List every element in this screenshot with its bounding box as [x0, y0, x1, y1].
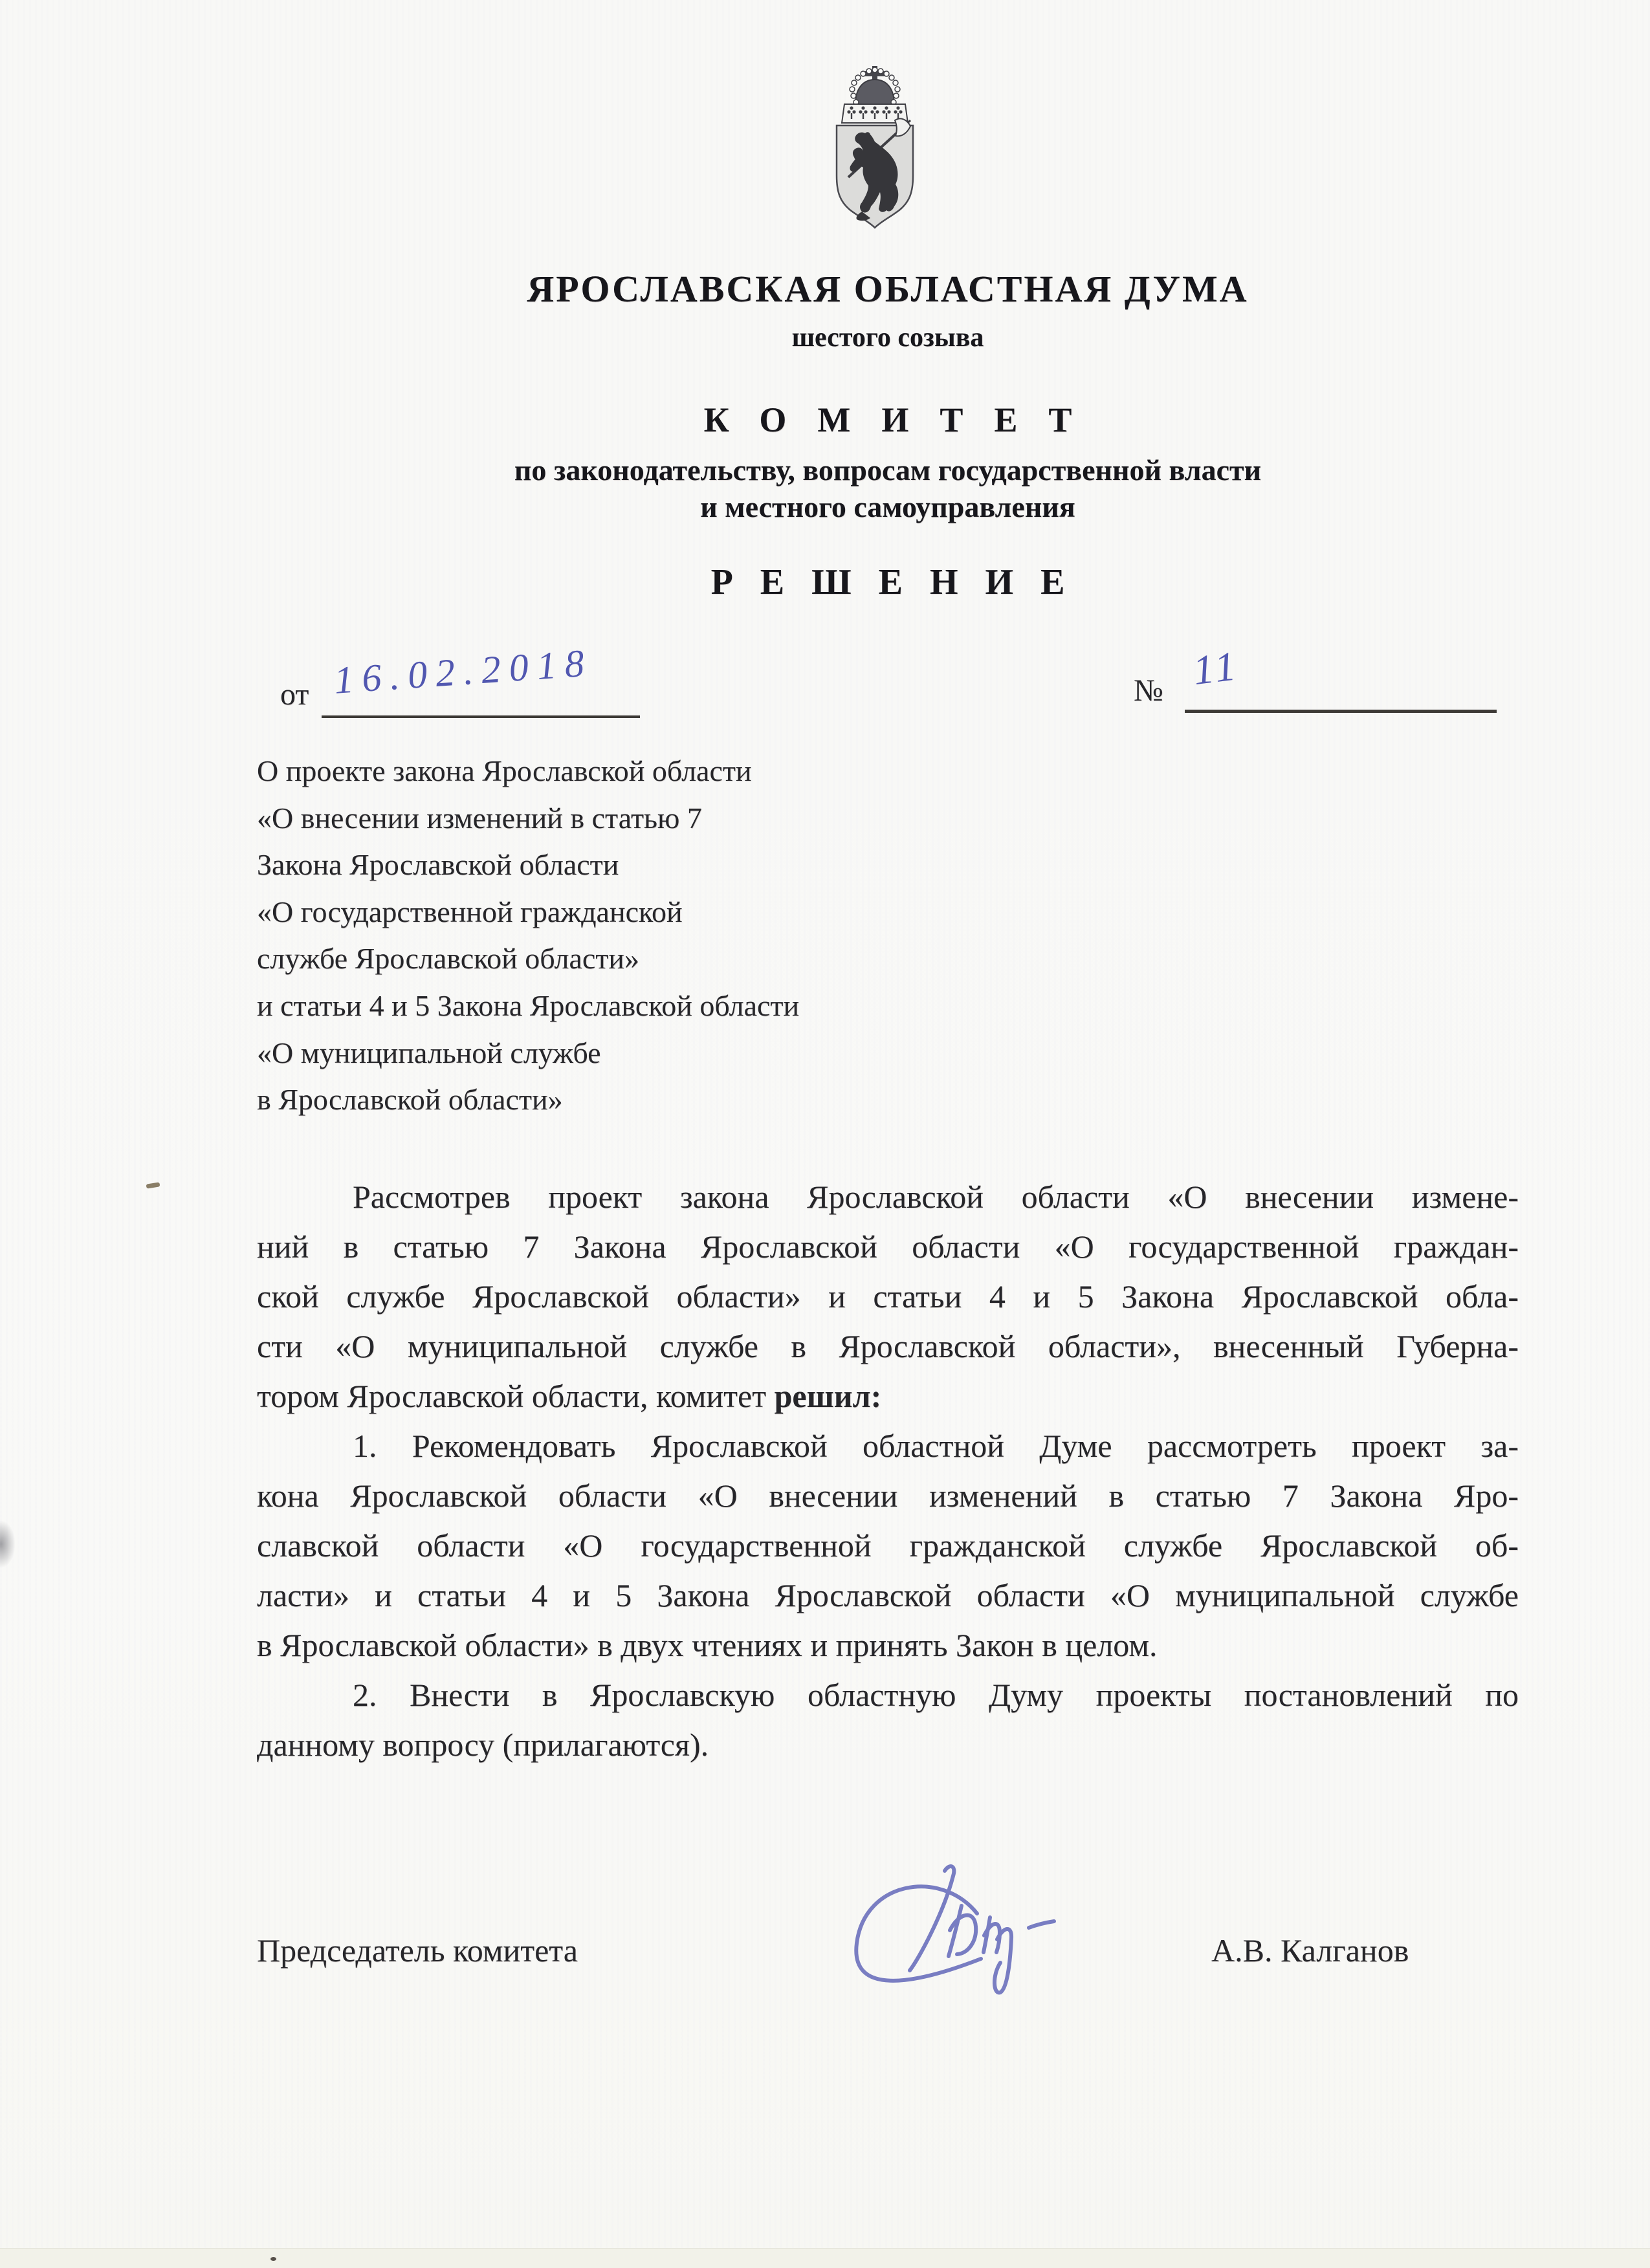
body-line — [257, 1371, 1519, 1421]
crown-dome — [855, 80, 894, 105]
body-line: сти «О муниципальной службе в Ярославской области», внесенный Губерна- — [257, 1328, 1519, 1364]
committee-title: КОМИТЕТ — [703, 400, 1103, 439]
scan-speck-artifact — [270, 2257, 276, 2261]
document-type-title: РЕШЕНИЕ — [710, 562, 1092, 602]
convocation-subtitle: шестого созыва — [791, 323, 984, 353]
paragraph-item-2 — [257, 1670, 1519, 1770]
subject-line: службе Ярославской области» — [257, 942, 640, 976]
body-line: ласти» и статьи 4 и 5 Закона Ярославской области «О муниципальной службе — [257, 1577, 1519, 1613]
subject-line: «О государственной гражданской — [257, 895, 683, 928]
document-subject — [257, 748, 1033, 1124]
subject-line: Закона Ярославской области — [257, 848, 619, 882]
body-line: Рассмотрев проект закона Ярославской области «О внесении измене- — [353, 1179, 1519, 1215]
body-line: славской области «О государственной гражданской службе Ярославской об- — [257, 1527, 1519, 1564]
signer-position-title: Председатель комитета — [257, 1932, 578, 1968]
paragraph-item-1 — [257, 1421, 1519, 1670]
committee-description-line1: по законодательству, вопросам государственной власти — [514, 453, 1262, 486]
resolved-word: решил: — [774, 1378, 882, 1414]
pen-dash-artifact — [146, 1182, 160, 1188]
scan-smudge-artifact — [0, 1520, 16, 1568]
body-line: ской службе Ярославской области» и статьи 4 и 5 Закона Ярославской обла- — [257, 1278, 1519, 1314]
handwritten-number: 11 — [1190, 642, 1242, 694]
paragraph-considered — [257, 1172, 1519, 1421]
signer-name: А.В. Калганов — [1211, 1932, 1409, 1968]
number-underline — [1185, 710, 1497, 713]
org-title: ЯРОСЛАВСКАЯ ОБЛАСТНАЯ ДУМА — [527, 268, 1249, 310]
subject-line: «О внесении изменений в статью 7 — [257, 801, 702, 834]
body-line: 2. Внести в Ярославскую областную Думу проекты постановлений по — [353, 1677, 1519, 1713]
date-underline — [322, 715, 640, 718]
body-line: данному вопросу (прилагаются). — [257, 1727, 709, 1763]
subject-line: в Ярославской области» — [257, 1083, 563, 1117]
subject-line: О проекте закона Ярославской области — [257, 754, 752, 787]
number-label: № — [1134, 673, 1163, 708]
body-line-text: тором Ярославской области, комитет — [257, 1378, 775, 1414]
subject-line: и статьи 4 и 5 Закона Ярославской области — [257, 988, 800, 1022]
body-line: в Ярославской области» в двух чтениях и принять Закон в целом. — [257, 1627, 1158, 1663]
subject-line: «О муниципальной службе — [257, 1036, 601, 1069]
committee-description-line2: и местного самоуправления — [700, 490, 1075, 523]
handwritten-signature-icon — [808, 1849, 1090, 2040]
body-line: кона Ярославской области «О внесении изменений в статью 7 Закона Яро- — [257, 1477, 1519, 1514]
scanner-edge-strip — [0, 2248, 1650, 2268]
yaroslavl-coat-of-arms-icon — [829, 65, 921, 234]
handwritten-date: 16.02.2018 — [333, 641, 594, 702]
body-line: 1. Рекомендовать Ярославской областной Думе рассмотреть проект за- — [353, 1428, 1519, 1464]
document-body — [257, 1172, 1519, 1770]
date-from-label: от — [280, 677, 309, 712]
body-line: ний в статью 7 Закона Ярославской области «О государственной граждан- — [257, 1228, 1519, 1265]
